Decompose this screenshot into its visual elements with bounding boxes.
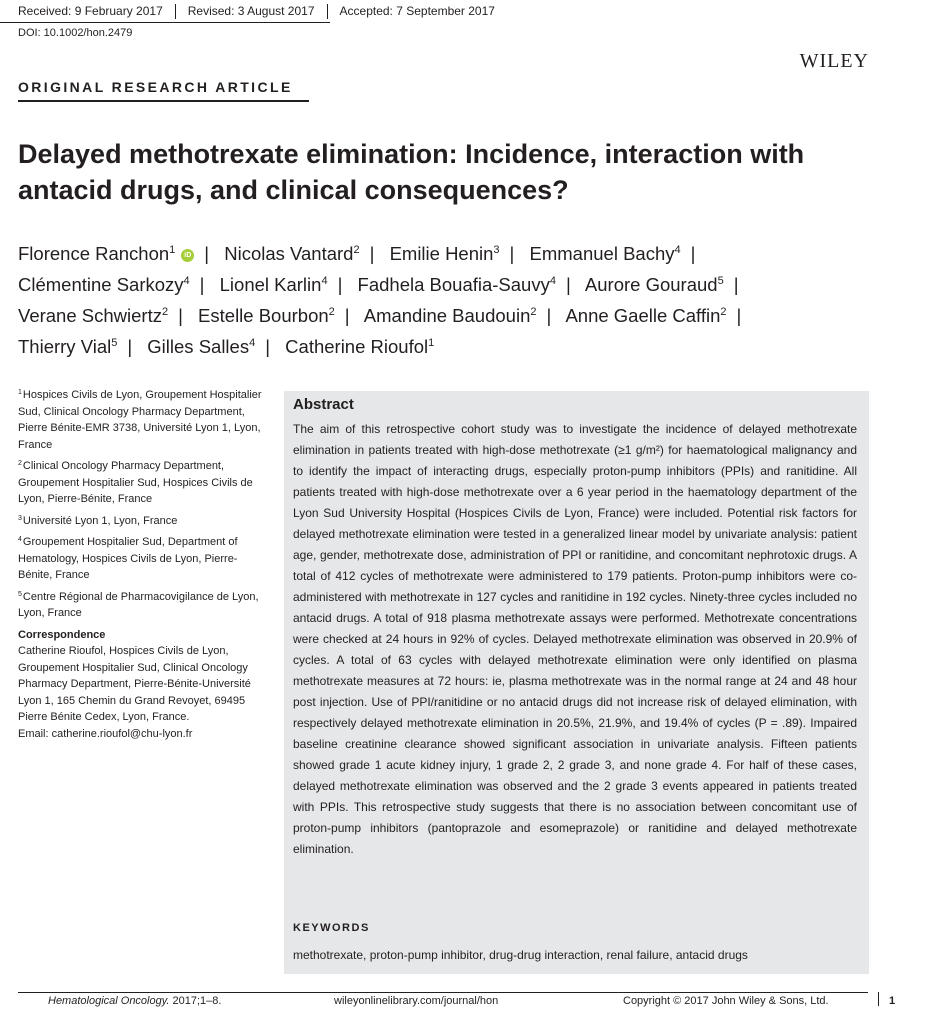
header-divider bbox=[0, 22, 330, 23]
received-date: Received: 9 February 2017 bbox=[18, 4, 163, 18]
abstract-heading: Abstract bbox=[293, 396, 354, 413]
revised-date: Revised: 3 August 2017 bbox=[175, 4, 327, 19]
author[interactable]: Amandine Baudouin$^2$ bbox=[363, 305, 537, 326]
article-type-underline bbox=[18, 100, 309, 102]
affiliation-item: $^1$Hospices Civils de Lyon, Groupement Hospitalier Sud, Clinical Oncology Pharmacy Department, Pierre Bénite-EMR 3738, Université Lyon 1, Lyon, France bbox=[18, 389, 262, 451]
affiliation-item: $^4$Groupement Hospitalier Sud, Department of Hematology, Hospices Civils de Lyon, Pierre-Bénite, France bbox=[18, 536, 238, 581]
article-title: Delayed methotrexate elimination: Incidence, interaction with antacid drugs, and clinical consequences? bbox=[18, 139, 805, 205]
page-number: 1 bbox=[889, 995, 896, 1007]
keywords-heading: KEYWORDS bbox=[293, 922, 370, 934]
author[interactable]: Aurore Gouraud$^5$ bbox=[584, 274, 724, 295]
author-list: Florence Ranchon$^1$ iD | Nicolas Vantard$^2$ | Emilie Henin$^3$ | Emmanuel Bachy$^4$ | Clémentine Sarkozy$^4$ | Lionel Karlin$^4$ | Fadhela Bouafia-Sauvy$^4$ | Aurore Gouraud$^5$ | Verane Schwiertz$^2$ | Estelle Bourbon$^2$ | Amandine Baudouin$^2$ | Anne Gaelle Caffin$^2$ | Thierry Vial$^5$ | Gilles Salles$^4$ | Catherine Rioufol$^1$ bbox=[18, 243, 742, 357]
journal-citation: Hematological Oncology. 2017;1–8. bbox=[48, 995, 222, 1007]
correspondence-email[interactable]: Email: catherine.rioufol@chu-lyon.fr bbox=[18, 727, 193, 740]
doi[interactable]: DOI: 10.1002/hon.2479 bbox=[18, 27, 133, 39]
author[interactable]: Catherine Rioufol$^1$ bbox=[285, 336, 435, 357]
footer-page-divider bbox=[878, 992, 879, 1006]
affiliation-item: $^5$Centre Régional de Pharmacovigilance de Lyon, Lyon, France bbox=[18, 590, 259, 619]
correspondence-heading: Correspondence bbox=[18, 628, 106, 641]
copyright: Copyright © 2017 John Wiley & Sons, Ltd. bbox=[623, 995, 829, 1007]
author[interactable]: Estelle Bourbon$^2$ bbox=[198, 305, 335, 326]
author[interactable]: Lionel Karlin$^4$ bbox=[219, 274, 328, 295]
author[interactable]: Emilie Henin$^3$ bbox=[389, 243, 500, 264]
author[interactable]: Florence Ranchon$^1$ iD bbox=[18, 243, 194, 264]
author[interactable]: Thierry Vial$^5$ bbox=[18, 336, 118, 357]
author[interactable]: Fadhela Bouafia-Sauvy$^4$ bbox=[357, 274, 556, 295]
author[interactable]: Nicolas Vantard$^2$ bbox=[224, 243, 360, 264]
journal-website-link[interactable]: wileyonlinelibrary.com/journal/hon bbox=[334, 995, 499, 1007]
author[interactable]: Emmanuel Bachy$^4$ bbox=[529, 243, 681, 264]
article-type: ORIGINAL RESEARCH ARTICLE bbox=[18, 79, 293, 95]
affiliations bbox=[18, 387, 263, 742]
keywords-text: methotrexate, proton-pump inhibitor, drug-drug interaction, renal failure, antacid drugs bbox=[293, 948, 748, 962]
affiliation-item: $^3$Université Lyon 1, Lyon, France bbox=[18, 514, 178, 527]
orcid-icon[interactable]: iD bbox=[181, 249, 194, 262]
accepted-date: Accepted: 7 September 2017 bbox=[327, 4, 507, 19]
author[interactable]: Anne Gaelle Caffin$^2$ bbox=[565, 305, 727, 326]
author[interactable]: Verane Schwiertz$^2$ bbox=[18, 305, 169, 326]
author[interactable]: Gilles Salles$^4$ bbox=[147, 336, 256, 357]
abstract-text: The aim of this retrospective cohort study was to investigate the incidence of delayed methotrexate elimination in patients treated with high-dose methotrexate (≥1 g/m²) for haematological malignancy and to identify the impact of interacting drugs, especially proton-pump inhibitors (PPIs) and ranitidine. All patients treated with high-dose methotrexate over a 6 year period in the haematology department of the Lyon Sud University Hospital (Hospices Civils de Lyon, France) were included. Potential risk factors for delayed methotrexate elimination were tested in a generalized linear model by univariate analysis: patient age, gender, methotrexate dose, administration of PPI or ranitidine, and concomitant nephrotoxic drugs. A total of 412 cycles of methotrexate were administered to 179 patients. Proton-pump inhibitors were co-administered with methotrexate in 127 cycles and ranitidine in 192 cycles. Ninety-three cycles included no antacid drugs. A total of 918 plasma methotrexate assays were performed. Methotrexate concentrations were checked at 24 hours in 92% of cycles. Delayed methotrexate elimination was observed in 20.9% of cycles. A total of 63 cycles with delayed methotrexate elimination were only identified on plasma methotrexate measures at 72 hours: ie, plasma methotrexate was in the normal range at 24 and 48 hour post injection. Use of PPI/ranitidine or no antacid drugs did not increase risk of delayed elimination, with respectively delayed methotrexate elimination in 20.5%, 21.9%, and 19.4% of cycles (P = .89). Impaired baseline creatinine clearance showed significant association in univariate analysis. Fifteen patients showed grade 1 acute kidney injury, 1 grade 2, 2 grade 3, and none grade 4. For half of these cases, delayed methotrexate elimination was observed and the 2 grade 3 events appeared in patients treated with PPIs. This retrospective study suggests that there is no association between concomitant use of proton-pump inhibitors (pantoprazole and esomeprazole) or ranitidine and delayed methotrexate elimination. bbox=[293, 422, 857, 856]
correspondence-text: Catherine Rioufol, Hospices Civils de Lyon, Groupement Hospitalier Sud, Clinical Oncology Pharmacy Department, Pierre-Bénite-Université Lyon 1, 165 Chemin du Grand Revoyet, 69495 Pierre Bénite Cedex, Lyon, France. bbox=[18, 645, 251, 723]
footer-divider bbox=[18, 992, 868, 993]
history-dates bbox=[18, 4, 507, 19]
affiliation-item: $^2$Clinical Oncology Pharmacy Department, Groupement Hospitalier Sud, Hospices Civils de Lyon, Pierre-Bénite, France bbox=[18, 460, 253, 505]
author[interactable]: Clémentine Sarkozy$^4$ bbox=[18, 274, 190, 295]
publisher-logo: WILEY bbox=[799, 50, 869, 72]
